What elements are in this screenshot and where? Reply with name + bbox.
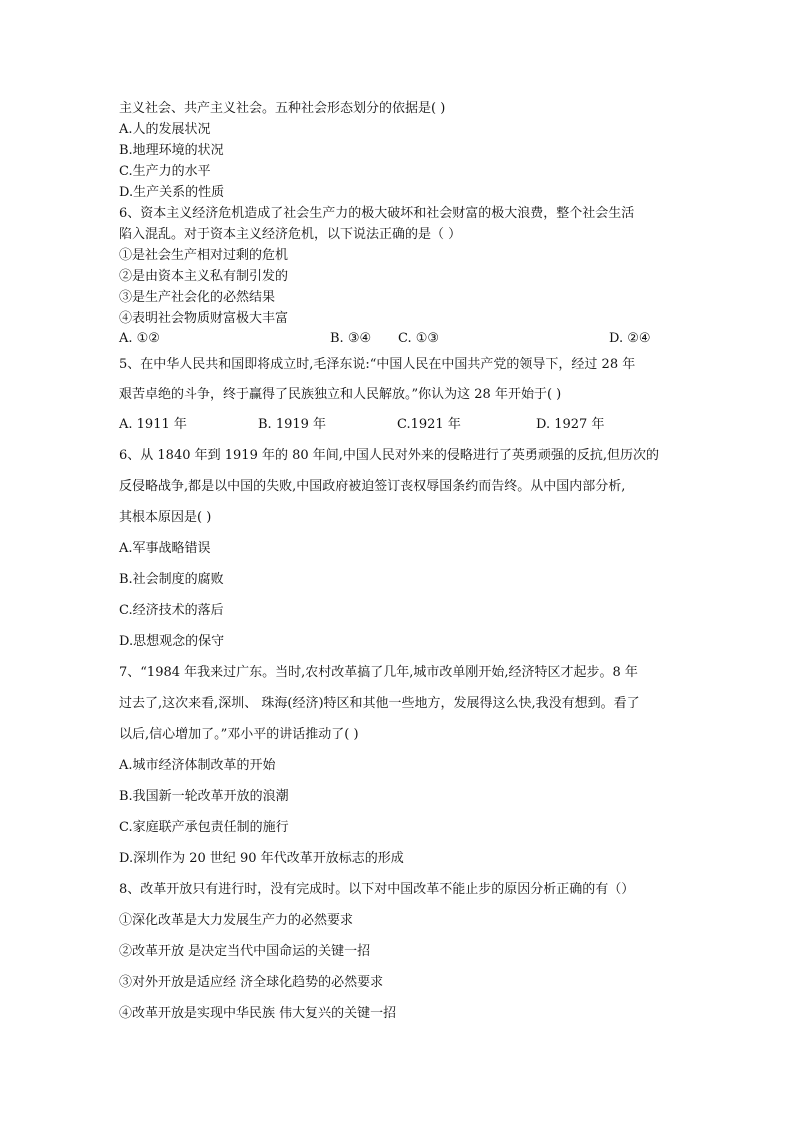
option-a: A.城市经济体制改革的开始: [119, 758, 276, 773]
option-d: D. ②④: [609, 331, 651, 346]
option-d: D. 1927 年: [536, 417, 605, 432]
statement-item: ②改革开放 是决定当代中国命运的关键一招: [119, 944, 371, 959]
question-stem: 以后,信心增加了。”邓小平的讲话推动了( ): [119, 727, 359, 742]
question-stem: 6、资本主义经济危机造成了社会生产力的极大破坏和社会财富的极大浪费，整个社会生活: [119, 206, 635, 221]
option-a: A. ①②: [119, 331, 160, 346]
statement-item: ①是社会生产相对过剩的危机: [119, 248, 289, 263]
option-b: B.地理环境的状况: [119, 143, 224, 158]
option-d: D.深圳作为 20 世纪 90 年代改革开放标志的形成: [119, 851, 404, 866]
option-c: C. ①③: [398, 331, 440, 346]
option-b: B.我国新一轮改革开放的浪潮: [119, 789, 289, 804]
question-stem: 8、改革开放只有进行时，没有完成时。以下对中国改革不能止步的原因分析正确的有（）: [119, 882, 635, 897]
question-stem: 反侵略战争,都是以中国的失败,中国政府被迫签订丧权辱国条约而告终。从中国内部分析,: [119, 479, 626, 494]
option-a: A. 1911 年: [119, 417, 187, 432]
option-b: B. ③④: [330, 331, 372, 346]
statement-item: ④改革开放是实现中华民族 伟大复兴的关键一招: [119, 1006, 397, 1021]
statement-item: ④表明社会物质财富极大丰富: [119, 311, 289, 326]
statement-item: ①深化改革是大力发展生产力的必然要求: [119, 913, 354, 928]
question-stem: 过去了,这次来看,深圳、 珠海(经济)特区和其他一些地方，发展得这么快,我没有想到。看了: [119, 696, 640, 711]
question-stem: 主义社会、共产主义社会。五种社会形态划分的依据是( ): [119, 101, 446, 116]
question-stem: 艰苦卓绝的斗争，终于赢得了民族独立和人民解放。”你认为这 28 年开始于( ): [119, 387, 562, 402]
option-d: D.生产关系的性质: [119, 185, 225, 200]
statement-item: ③是生产社会化的必然结果: [119, 290, 276, 305]
option-c: C.家庭联产承包责任制的施行: [119, 820, 289, 835]
option-d: D.思想观念的保守: [119, 634, 225, 649]
option-c: C.1921 年: [397, 417, 461, 432]
statement-item: ③对外开放是适应经 济全球化趋势的必然要求: [119, 975, 384, 990]
option-c: C.生产力的水平: [119, 164, 211, 179]
option-a: A.人的发展状况: [119, 122, 211, 137]
question-stem: 5、在中华人民共和国即将成立时,毛泽东说:“中国人民在中国共产党的领导下，经过 28 年: [119, 357, 636, 372]
question-stem: 陷入混乱。对于资本主义经济危机，以下说法正确的是（ ）: [119, 227, 462, 242]
question-stem: 6、从 1840 年到 1919 年的 80 年间,中国人民对外来的侵略进行了英勇顽强的反抗,但历次的: [119, 448, 660, 463]
option-c: C.经济技术的落后: [119, 603, 224, 618]
option-b: B.社会制度的腐败: [119, 572, 224, 587]
options-row: [119, 331, 679, 347]
question-stem: 7、“1984 年我来过广东。当时,农村改革搞了几年,城市改单刚开始,经济特区才起步。8 年: [119, 665, 638, 680]
option-b: B. 1919 年: [258, 417, 327, 432]
options-row: [119, 417, 679, 433]
statement-item: ②是由资本主义私有制引发的: [119, 269, 289, 284]
question-stem: 其根本原因是( ): [119, 510, 212, 525]
option-a: A.军事战略错误: [119, 541, 211, 556]
